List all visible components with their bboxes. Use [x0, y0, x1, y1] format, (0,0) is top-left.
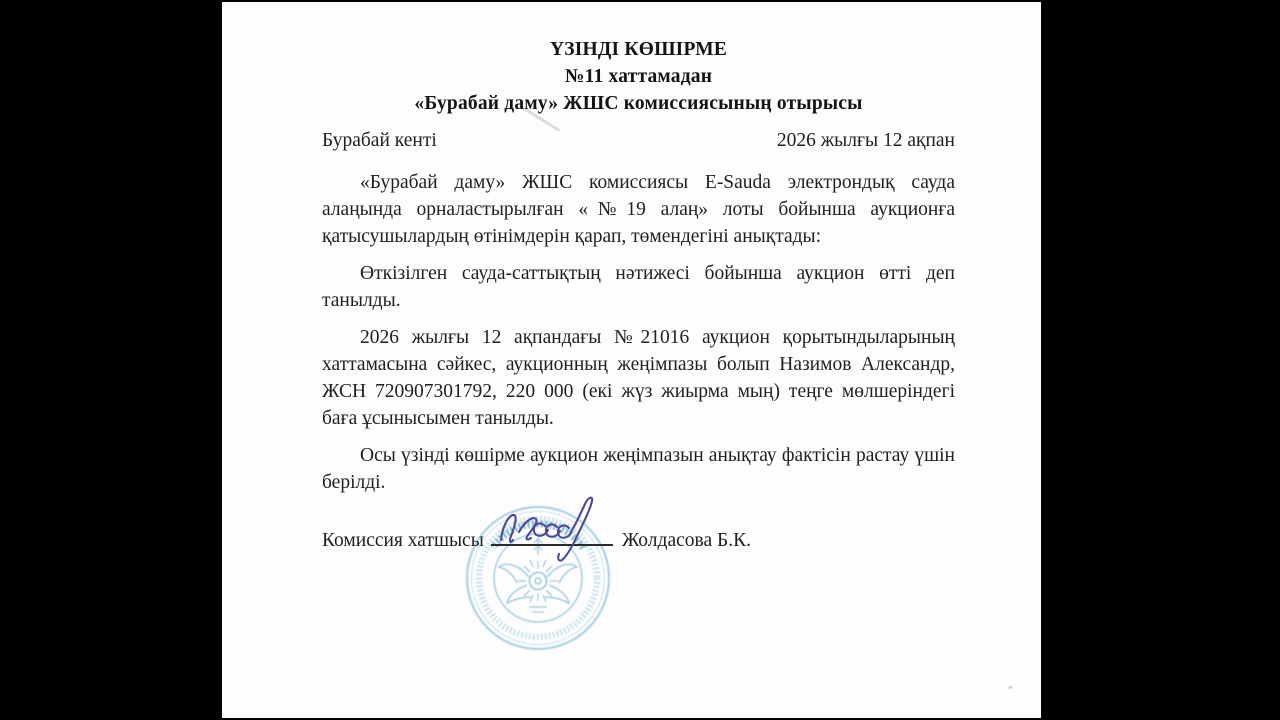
protocol-subtitle: №11 хаттамадан [564, 66, 713, 87]
place-label: Бурабай кенті [322, 130, 437, 151]
paragraph-result: Өткізілген сауда-саттықтың нәтижесі бойынша аукцион өтті деп танылды. [322, 263, 955, 311]
paragraph-winner: 2026 жылғы 12 ақпандағы №21016 аукцион қорытындыларының хаттамасына сәйкес, аукционның жеңімпазы болып Назимов Александр, ЖСН 720907301792, 220 000 (екі жүз жиырма мың) теңге мөлшеріндегі баға ұсынысымен танылды. [322, 327, 955, 429]
document-page [222, 2, 1041, 718]
paragraph-intro: «Бурабай даму» ЖШС комиссиясы E-Sauda электрондық сауда алаңында орналастырылған «№19 алаң» лоты бойынша аукционға қатысушылардың өтінімдерін қарап, төмендегіні анықтады: [322, 172, 955, 247]
scan-speck [1008, 686, 1013, 689]
document-body [322, 169, 955, 496]
signatory-name: Жолдасова Б.К. [621, 530, 751, 551]
document-title: ҮЗІНДІ КӨШІРМЕ [549, 39, 728, 60]
document-heading [322, 36, 955, 117]
document-content [222, 2, 1041, 553]
date-label: 2026 жылғы 12 ақпан [776, 130, 955, 151]
commission-subtitle: «Бурабай даму» ЖШС комиссиясының отырысы [414, 93, 863, 114]
signature-role-label: Комиссия хатшысы [322, 530, 484, 551]
signature-row [322, 526, 955, 553]
paragraph-purpose: Осы үзінді көшірме аукцион жеңімпазын анықтау фактісін растау үшін берілді. [322, 445, 955, 493]
signature-line [491, 526, 613, 546]
place-date-row [322, 129, 955, 153]
handwritten-signature-icon [485, 488, 621, 574]
